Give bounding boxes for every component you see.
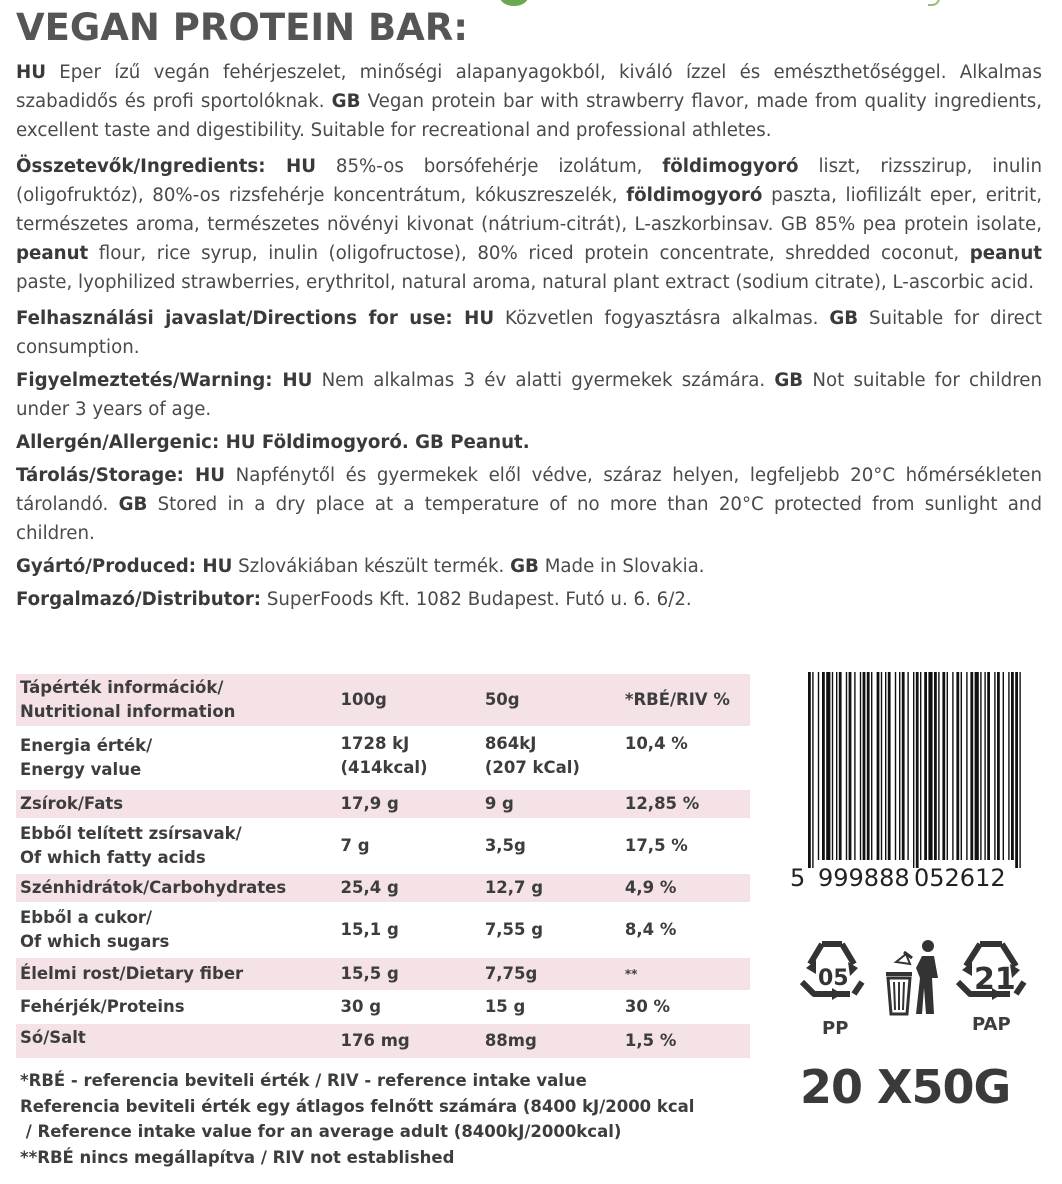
barcode-group: 052612: [914, 864, 1006, 892]
barcode-bar: [836, 672, 837, 860]
warning-paragraph: [16, 366, 1042, 424]
row-label: [16, 902, 337, 958]
header-label: [16, 674, 337, 726]
trash-bin-icon: [882, 938, 946, 1018]
label-text: [16, 58, 1042, 618]
value-line: 864kJ: [484, 734, 537, 753]
barcode-bar: [913, 672, 914, 868]
description-paragraph: [16, 58, 1042, 145]
description-gb: Vegan protein bar with strawberry flavor, made from quality ingredients, excellent taste and digestibility. Suitable for recreational and professional athletes.: [16, 91, 1042, 141]
row-riv: 1,5 %: [621, 1024, 750, 1058]
row-100g: 176 mg: [337, 1024, 481, 1058]
barcode-bar: [846, 672, 847, 860]
row-riv: 17,5 %: [624, 836, 688, 855]
directions-label: Felhasználási javaslat/Directions for use: HU: [16, 308, 495, 329]
barcode-bar: [822, 672, 825, 860]
row-100g: 7 g: [340, 836, 370, 855]
gb-tag: GB: [774, 370, 804, 391]
gb-tag: GB: [331, 91, 361, 112]
ingredients-text: paste, lyophilized strawberries, erythritol, natural aroma, natural plant extract (sodium citrate), L-ascorbic acid.: [16, 272, 1034, 293]
header-riv: *RBÉ/RIV %: [621, 674, 750, 726]
row-50g: 7,55 g: [484, 920, 544, 939]
barcode-bar: [839, 672, 842, 860]
row-100g: 30 g: [340, 997, 382, 1016]
gb-tag: GB: [510, 556, 539, 577]
leaf-decoration: [928, 0, 940, 6]
page-title: VEGAN PROTEIN BAR:: [16, 6, 469, 49]
warning-hu: Nem alkalmas 3 év alatti gyermekek számára.: [312, 370, 775, 391]
footnotes: [20, 1068, 780, 1170]
nutrition-table: [16, 674, 750, 1058]
barcode-bar: [863, 672, 866, 860]
barcode: [808, 672, 1022, 868]
barcode-bar: [881, 672, 882, 860]
barcode-bar: [907, 672, 908, 860]
barcode-bar: [952, 672, 953, 860]
ingredients-paragraph: [16, 152, 1042, 297]
header-label-line: Nutritional information: [20, 702, 236, 721]
table-row: [16, 1024, 750, 1058]
barcode-bar: [942, 672, 945, 860]
row-label-line: Energia érték/: [20, 736, 153, 755]
distributor-label: Forgalmazó/Distributor:: [16, 589, 262, 610]
barcode-bar: [987, 672, 990, 860]
table-row: [16, 790, 750, 818]
table-row: [16, 902, 750, 958]
row-50g: 12,7 g: [481, 874, 621, 902]
allergen-paragraph: [16, 428, 1042, 457]
row-100g: 25,4 g: [337, 874, 481, 902]
barcode-bar: [877, 672, 880, 860]
footnote-line: Referencia beviteli érték egy átlagos felnőtt számára (8400 kJ/2000 kcal: [20, 1096, 695, 1116]
row-50g: 3,5g: [484, 836, 526, 855]
row-riv: 8,4 %: [624, 920, 677, 939]
barcode-bar: [902, 672, 905, 860]
row-50g: [481, 726, 621, 790]
barcode-bar: [1008, 672, 1009, 860]
barcode-bar: [994, 672, 995, 860]
storage-gb: Stored in a dry place at a temperature of no more than 20°C protected from sunlight and children.: [16, 494, 1042, 544]
table-row: [16, 990, 750, 1024]
storage-label: Tárolás/Storage: HU: [16, 465, 226, 486]
value-line: 1728 kJ: [340, 734, 410, 753]
produced-paragraph: [16, 552, 1042, 581]
row-riv: 10,4 %: [624, 734, 688, 753]
row-label-line: Energy value: [20, 760, 142, 779]
footnote-line: *RBÉ - referencia beviteli érték / RIV - reference intake value: [20, 1071, 587, 1090]
distributor-paragraph: [16, 585, 1042, 614]
row-label-line: Of which sugars: [20, 932, 170, 951]
row-riv: **: [621, 958, 750, 990]
barcode-bar: [997, 672, 1000, 860]
row-100g: 17,9 g: [337, 790, 481, 818]
storage-hu: Napfénytől és gyermekek elől védve, száraz helyen, legfeljebb 20°C hőmérsékleten tárolandó.: [16, 465, 1042, 515]
footnote-line: / Reference intake value for an average adult (8400kJ/2000kcal): [20, 1122, 622, 1141]
row-riv: 4,9 %: [621, 874, 750, 902]
row-label: [16, 726, 337, 790]
value-line: (207 kCal): [484, 758, 580, 777]
leaf-decoration: [500, 0, 528, 6]
recycle-label: PP: [822, 1018, 849, 1039]
row-label: Szénhidrátok/Carbohydrates: [16, 874, 337, 902]
row-label-line: Ebből a cukor/: [20, 908, 153, 927]
barcode-bar: [1015, 672, 1018, 868]
warning-label: Figyelmeztetés/Warning: HU: [16, 370, 313, 391]
header-50g: 50g: [481, 674, 621, 726]
table-row: [16, 726, 750, 790]
pack-size: 20 X50G: [800, 1060, 1011, 1114]
row-50g: 7,75g: [481, 958, 621, 990]
barcode-bar: [885, 672, 886, 860]
recycle-number: 05: [818, 966, 849, 991]
row-100g: 15,1 g: [340, 920, 399, 939]
footnote-line: **RBÉ nincs megállapítva / RIV not established: [20, 1147, 455, 1167]
barcode-bar: [961, 672, 962, 860]
gb-tag: GB: [829, 308, 859, 329]
row-label-line: Of which fatty acids: [20, 848, 206, 867]
value-line: (414kcal): [340, 758, 428, 777]
row-label: Fehérjék/Proteins: [20, 997, 185, 1016]
produced-hu: Szlovákiában készült termék.: [232, 556, 511, 577]
row-riv: 12,85 %: [621, 790, 750, 818]
barcode-bar: [832, 672, 833, 860]
barcode-bar: [966, 672, 967, 860]
row-50g: 15 g: [484, 997, 526, 1016]
recycle-number: 21: [974, 962, 1016, 997]
barcode-bar: [984, 672, 985, 860]
barcode-group: 999888: [818, 864, 910, 892]
barcode-bar: [934, 672, 937, 860]
barcode-bar: [975, 672, 979, 860]
row-riv: 30 %: [624, 997, 671, 1016]
row-50g: 9 g: [481, 790, 621, 818]
barcode-bar: [808, 672, 811, 868]
barcode-bar: [956, 672, 959, 860]
storage-paragraph: [16, 461, 1042, 548]
table-row: [16, 874, 750, 902]
barcode-bar: [888, 672, 891, 860]
barcode-bar: [818, 672, 819, 860]
header-100g: 100g: [337, 674, 481, 726]
ingredients-text: liszt, rizsszirup, inulin (oligofruktóz), 80%-os rizsfehérje koncentrátum, kókuszreszelék,: [16, 156, 1043, 206]
barcode-bar: [871, 672, 872, 860]
row-label: Só/Salt: [16, 1024, 337, 1058]
barcode-bar: [924, 672, 927, 860]
barcode-bar: [947, 672, 948, 860]
barcode-digit: 5: [790, 864, 806, 892]
directions-paragraph: [16, 304, 1042, 362]
ingredients-label: Összetevők/Ingredients: HU: [16, 156, 316, 177]
ingredients-text: paszta, liofilizált eper, eritrit, természetes aroma, természetes növényi kivonat (nátrium-citrát), L-aszkorbinsav. GB 85% pea protein isolate,: [16, 185, 1042, 235]
ingredients-text: 85%-os borsófehérje izolátum,: [315, 156, 663, 177]
barcode-bar: [970, 672, 973, 860]
produced-label: Gyártó/Produced: HU: [16, 556, 233, 577]
allergen-highlight: peanut: [969, 243, 1042, 264]
barcode-bar: [980, 672, 981, 860]
allergen-label: Allergén/Allergenic: HU Földimogyoró. GB Peanut.: [16, 432, 530, 453]
warning-gb: Not suitable for children under 3 years of age.: [16, 370, 1042, 420]
barcode-bar: [920, 672, 921, 860]
gb-tag: GB: [118, 494, 148, 515]
barcode-bar: [1019, 672, 1020, 868]
barcode-bar: [899, 672, 900, 860]
produced-gb: Made in Slovakia.: [538, 556, 705, 577]
recycle-label: PAP: [972, 1014, 1011, 1035]
distributor-text: SuperFoods Kft. 1082 Budapest. Futó u. 6. 6/2.: [261, 589, 692, 610]
table-row: [16, 818, 750, 874]
ingredients-text: flour, rice syrup, inulin (oligofructose), 80% riced protein concentrate, shredded coconut,: [88, 243, 970, 264]
barcode-bar: [854, 672, 855, 860]
row-label: Élelmi rost/Dietary fiber: [16, 958, 337, 990]
allergen-highlight: földimogyoró: [626, 185, 763, 206]
barcode-bar: [1003, 672, 1004, 860]
directions-gb: Suitable for direct consumption.: [16, 308, 1042, 358]
header-label-line: Tápérték információk/: [20, 678, 224, 697]
table-header-row: [16, 674, 750, 726]
barcode-bar: [867, 672, 870, 860]
row-label: Zsírok/Fats: [16, 790, 337, 818]
allergen-highlight: peanut: [16, 243, 89, 264]
barcode-bar: [812, 672, 813, 868]
table-row: [16, 958, 750, 990]
barcode-bar: [928, 672, 932, 860]
directions-hu: Közvetlen fogyasztásra alkalmas.: [494, 308, 830, 329]
row-100g: [337, 726, 481, 790]
hu-tag: HU: [16, 62, 46, 83]
barcode-bar: [895, 672, 896, 860]
row-50g: 88mg: [481, 1024, 621, 1058]
barcode-bar: [849, 672, 852, 860]
row-100g: 15,5 g: [337, 958, 481, 990]
row-label: [16, 818, 337, 874]
allergen-highlight: földimogyoró: [662, 156, 799, 177]
description-hu: Eper ízű vegán fehérjeszelet, minőségi alapanyagokból, kiváló ízzel és emészthetőséggel. Alkalmas szabadidős és profi sportolóknak.: [16, 62, 1042, 112]
barcode-bar: [938, 672, 939, 860]
barcode-bar: [860, 672, 861, 860]
barcode-bar: [826, 672, 830, 860]
barcode-bar: [1011, 672, 1014, 860]
row-label-line: Ebből telített zsírsavak/: [20, 824, 242, 843]
barcode-bar: [916, 672, 919, 868]
